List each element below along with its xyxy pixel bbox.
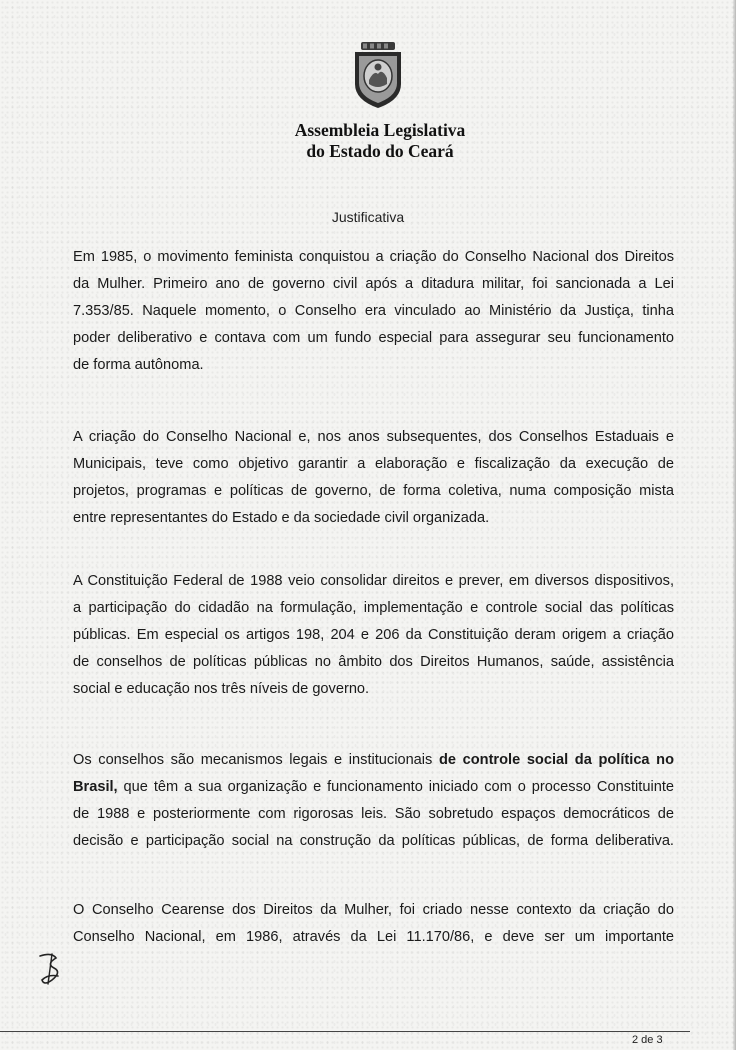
paragraph-line: Municipais, teve como objetivo garantir a elaboração e fiscalização da execução de <box>73 456 674 472</box>
paragraph-line: Em 1985, o movimento feminista conquistou a criação do Conselho Nacional dos Direitos <box>73 249 674 265</box>
paragraph-line: decisão e participação social na construção da políticas públicas, de forma deliberativa. <box>73 833 674 849</box>
paragraph-line: de 1988 e posteriormente com rigorosas leis. São sobretudo espaços democráticos de <box>73 806 674 822</box>
paragraph-line: de conselhos de políticas públicas no âmbito dos Direitos Humanos, saúde, assistência <box>73 654 674 670</box>
paragraph-line: públicas. Em especial os artigos 198, 204 e 206 da Constituição deram origem a criação <box>73 627 674 643</box>
institution-name-line2: do Estado do Ceará <box>306 141 454 161</box>
paragraph-line: de forma autônoma. <box>73 357 204 373</box>
bold-emphasis: de controle social da política no <box>438 752 674 768</box>
footer-rule <box>0 1031 690 1032</box>
institution-name-line1: Assembleia Legislativa <box>294 120 466 140</box>
paragraph-line <box>73 747 674 774</box>
paragraph-text: que têm a sua organização e funcionamento iniciado com o processo Constituinte <box>117 779 674 795</box>
paragraph-4 <box>73 747 674 855</box>
paragraph-line: 7.353/85. Naquele momento, o Conselho era vinculado ao Ministério da Justiça, tinha <box>73 303 674 319</box>
initials-signature-icon <box>32 950 78 988</box>
page-number: 2 de 3 <box>632 1034 663 1046</box>
paragraph-line: a participação do cidadão na formulação, implementação e controle social das políticas <box>73 600 674 616</box>
paragraph-line: O Conselho Cearense dos Direitos da Mulher, foi criado nesse contexto da criação do <box>73 902 674 918</box>
paragraph-line: Conselho Nacional, em 1986, através da Lei 11.170/86, e deve ser um importante <box>73 929 674 945</box>
paragraph-line: A criação do Conselho Nacional e, nos anos subsequentes, dos Conselhos Estaduais e <box>73 429 674 445</box>
paragraph-text: Os conselhos são mecanismos legais e institucionais <box>73 752 439 768</box>
paragraph-line: poder deliberativo e contava com um fundo especial para assegurar seu funcionamento <box>73 330 674 346</box>
paragraph-line: A Constituição Federal de 1988 veio consolidar direitos e prever, em diversos dispositivos, <box>73 573 674 589</box>
paragraph-line: social e educação nos três níveis de governo. <box>73 681 370 697</box>
coat-of-arms-icon <box>349 40 407 110</box>
paragraph-line: projetos, programas e políticas de governo, de forma coletiva, numa composição mista <box>73 483 674 499</box>
paragraph-1 <box>73 244 674 379</box>
bold-emphasis: Brasil, <box>73 779 118 795</box>
paragraph-line: entre representantes do Estado e da sociedade civil organizada. <box>73 510 490 526</box>
paragraph-5 <box>73 897 674 951</box>
paragraph-line <box>73 774 674 801</box>
paragraph-line: da Mulher. Primeiro ano de governo civil após a ditadura militar, foi sancionada a Lei <box>73 276 674 292</box>
paragraph-3 <box>73 568 674 703</box>
paragraph-2 <box>73 424 674 532</box>
document-heading: Justificativa <box>331 209 405 225</box>
